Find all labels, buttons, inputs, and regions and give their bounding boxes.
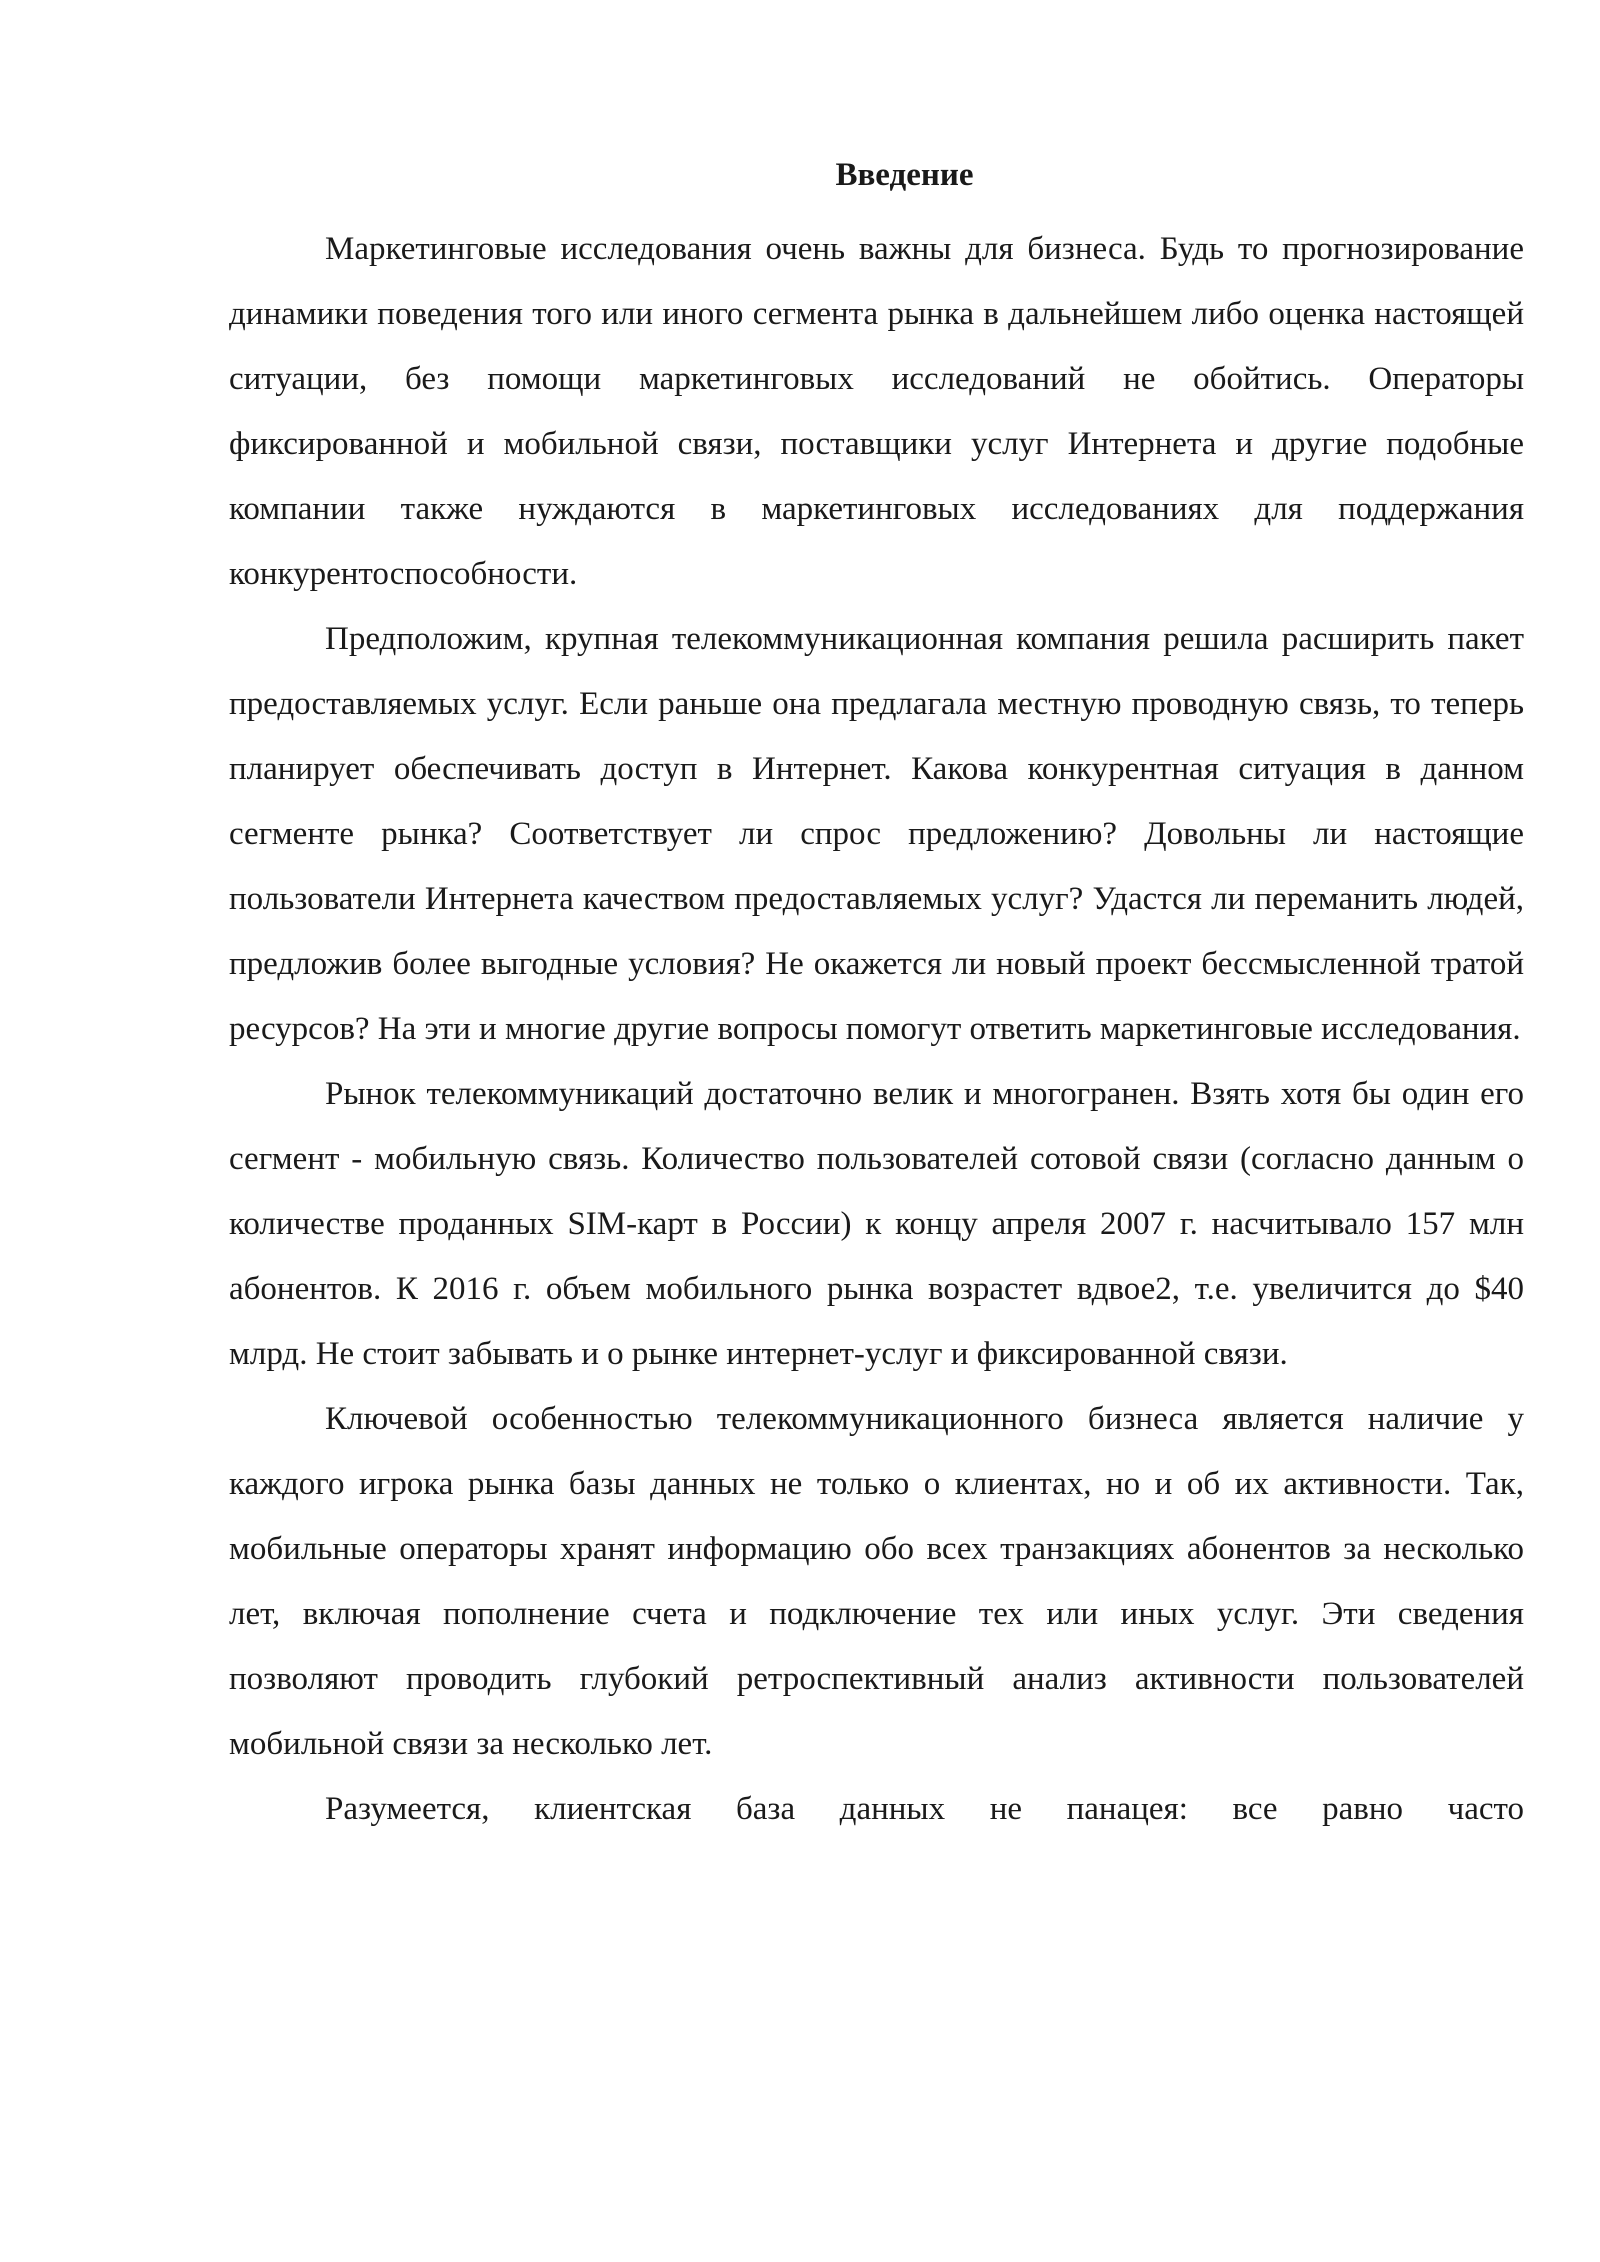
paragraph-4: Ключевой особенностью телекоммуникационного бизнеса является наличие у каждого игрока рынка базы данных не только о клиентах, но и об их активности. Так, мобильные операторы хранят информацию обо всех транзакциях абонентов за несколько лет, включая пополнение счета и подключение тех или иных услуг. Эти сведения позволяют проводить глубокий ретроспективный анализ активности пользователей мобильной связи за несколько лет. [229,1401,1524,1762]
page-title: Введение [835,157,974,193]
paragraph-2: Предположим, крупная телекоммуникационная компания решила расширить пакет предоставляемых услуг. Если раньше она предлагала местную проводную связь, то теперь планирует обеспечивать доступ в Интернет. Какова конкурентная ситуация в данном сегменте рынка? Соответствует ли спрос предложению? Довольны ли настоящие пользователи Интернета качеством предоставляемых услуг? Удастся ли переманить людей, предложив более выгодные условия? Не окажется ли новый проект бессмысленной тратой ресурсов? На эти и многие другие вопросы помогут ответить маркетинговые исследования. [229,621,1524,1047]
paragraph-1: Маркетинговые исследования очень важны для бизнеса. Будь то прогнозирование динамики поведения того или иного сегмента рынка в дальнейшем либо оценка настоящей ситуации, без помощи маркетинговых исследований не обойтись. Операторы фиксированной и мобильной связи, поставщики услуг Интернета и другие подобные компании также нуждаются в маркетинговых исследованиях для поддержания конкурентоспособности. [229,231,1524,592]
document-body [229,152,1524,1842]
paragraph-5: Разумеется, клиентская база данных не панацея: все равно часто [325,1791,1524,1827]
paragraph-3: Рынок телекоммуникаций достаточно велик и многогранен. Взять хотя бы один его сегмент - мобильную связь. Количество пользователей сотовой связи (согласно данным о количестве проданных SIM-карт в России) к концу апреля 2007 г. насчитывало 157 млн абонентов. К 2016 г. объем мобильного рынка возрастет вдвое2, т.е. увеличится до $40 млрд. Не стоит забывать и о рынке интернет-услуг и фиксированной связи. [229,1076,1524,1372]
